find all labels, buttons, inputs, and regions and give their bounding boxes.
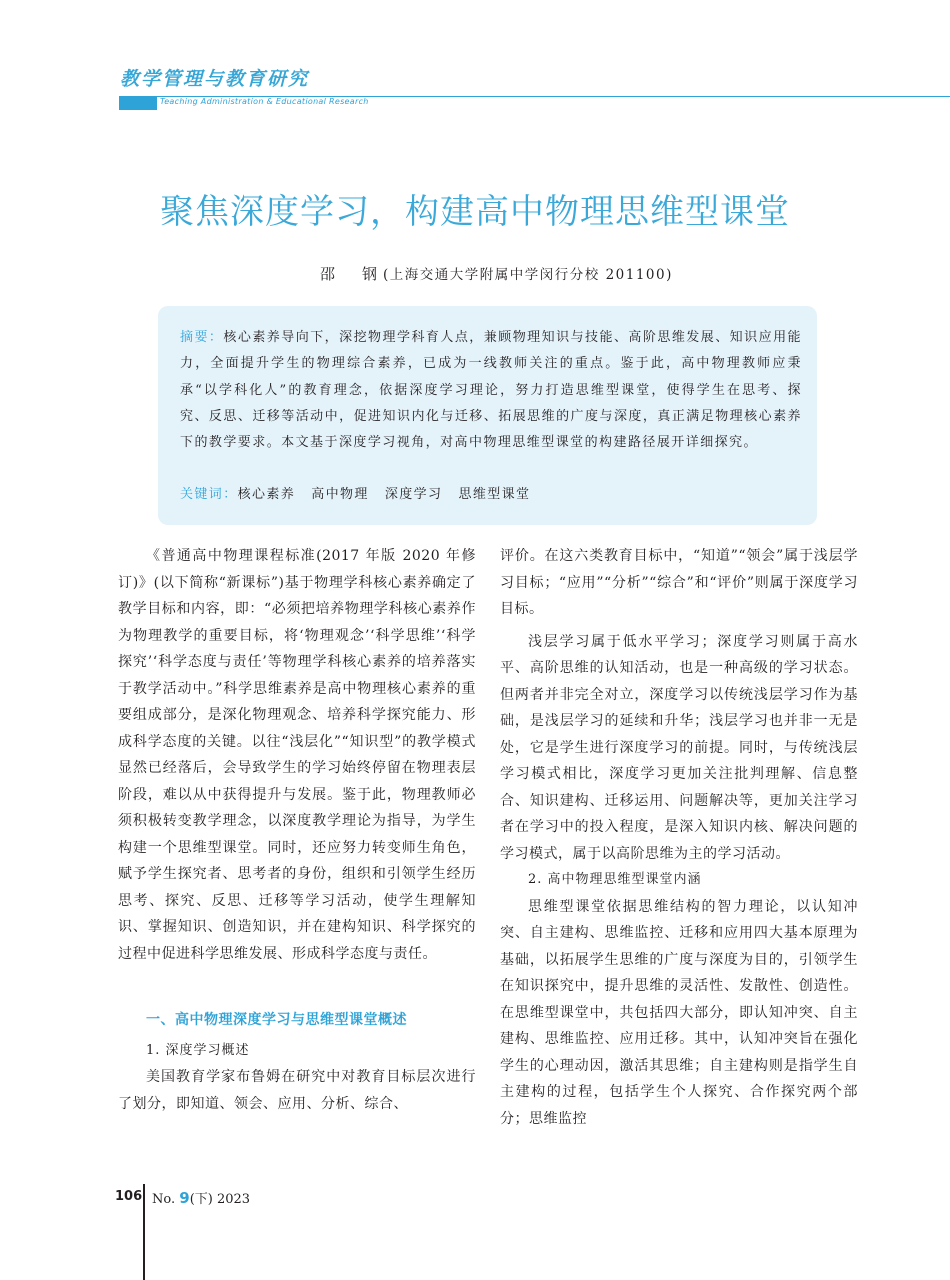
keyword: 核心素养 [237,487,296,502]
body-paragraph: 思维型课堂依据思维结构的智力理论，以认知冲突、自主建构、思维监控、迁移和应用四大基本原理为基础，以拓展学生思维的广度与深度为目的，引领学生在知识探究中，提升思维的灵活性、发散性、创造性。在思维型课堂中，共包括四大部分，即认知冲突、自主建构、思维监控、应用迁移。其中，认知冲突旨在强化学生的心理动因，激活其思维；自主建构则是指学生自主建构的过程，包括学生个人探究、合作探究两个部分；思维监控 [500,898,858,1127]
keyword: 深度学习 [384,487,443,502]
issue-number: 9 [179,1189,190,1207]
body-paragraph: 《普通高中物理课程标准(2017 年版 2020 年修订)》(以下简称“新课标”)基于物理学科核心素养确定了教学目标和内容，即：“必须把培养物理学科核心素养作为物理教学的重要目标，将‘物理观念’‘科学思维’‘科学探究’‘科学态度与责任’等物理学科核心素养的培养落实于教学活动中。”科学思维素养是高中物理核心素养的重要组成部分，是深化物理观念、培养科学探究能力、形成科学态度的关键。以往“浅层化”“知识型”的教学模式显然已经落后，会导致学生的学习始终停留在物理表层阶段，难以从中获得提升与发展。鉴于此，物理教师必须积极转变教学理念，以深度教学理论为指导，为学生构建一个思维型课堂。同时，还应努力转变师生角色，赋予学生探究者、思考者的身份，组织和引领学生经历思考、探究、反思、迁移等学习活动，使学生理解知识、掌握知识、创造知识，并在建构知识、科学探究的过程中促进科学思维发展、形成科学态度与责任。 [118,548,476,962]
keywords [180,483,546,502]
journal-subtitle: Teaching Administration & Educational Research [160,97,369,106]
author-affiliation: (上海交通大学附属中学闵行分校 201100) [383,267,673,283]
abstract-text: 核心素养导向下，深挖物理学科育人点，兼顾物理知识与技能、高阶思维发展、知识应用能力，全面提升学生的物理综合素养，已成为一线教师关注的重点。鉴于此，高中物理教师应秉承“以学科化人”的教育理念，依据深度学习理论，努力打造思维型课堂，使得学生在思考、探究、反思、迁移等活动中，促进知识内化与迁移、拓展思维的广度与深度，真正满足物理核心素养下的教学要求。本文基于深度学习视角，对高中物理思维型课堂的构建路径展开详细探究。 [180,330,802,451]
issue-part: (下) [189,1192,213,1207]
subsection-heading: 1. 深度学习概述 [146,1042,250,1058]
page-number: 106 [115,1189,143,1204]
issue-prefix: No. [152,1192,176,1207]
author-name: 邵 钢 [320,265,384,283]
issue-year: 2023 [216,1192,251,1207]
keyword: 思维型课堂 [458,487,531,502]
abstract-label: 摘要： [180,330,224,345]
body-paragraph: 浅层学习属于低水平学习；深度学习则属于高水平、高阶思维的认知活动，也是一种高级的学习状态。但两者并非完全对立，深度学习以传统浅层学习作为基础，是浅层学习的延续和升华；浅层学习也并非一无是处，它是学生进行深度学习的前提。同时，与传统浅层学习模式相比，深度学习更加关注批判理解、信息整合、知识建构、迁移运用、问题解决等，更加关注学习者在学习中的投入程度，是深入知识内核、解决问题的学习模式，属于以高阶思维为主的学习活动。 [500,633,858,862]
body-column-left [118,543,476,1117]
journal-title: 教学管理与教育研究 [120,68,310,90]
section-heading: 一、高中物理深度学习与思维型课堂概述 [146,1012,407,1028]
author-line [320,263,673,284]
subsection-heading: 2. 高中物理思维型课堂内涵 [528,872,702,887]
footer-rule [143,1184,145,1280]
body-paragraph: 美国教育学家布鲁姆在研究中对教育目标层次进行了划分，即知道、领会、应用、分析、综合、 [118,1069,476,1112]
header-accent-bar [119,96,156,110]
keywords-label: 关键词： [180,487,238,502]
article-title: 聚焦深度学习，构建高中物理思维型课堂 [160,192,790,232]
header-divider [156,96,157,110]
abstract [180,325,802,456]
body-column-right [500,543,858,1132]
body-paragraph: 评价。在这六类教育目标中，“知道”“领会”属于浅层学习目标；“应用”“分析”“综合”和“评价”则属于深度学习目标。 [500,548,858,617]
keyword: 高中物理 [311,487,369,502]
issue-info [152,1188,250,1207]
